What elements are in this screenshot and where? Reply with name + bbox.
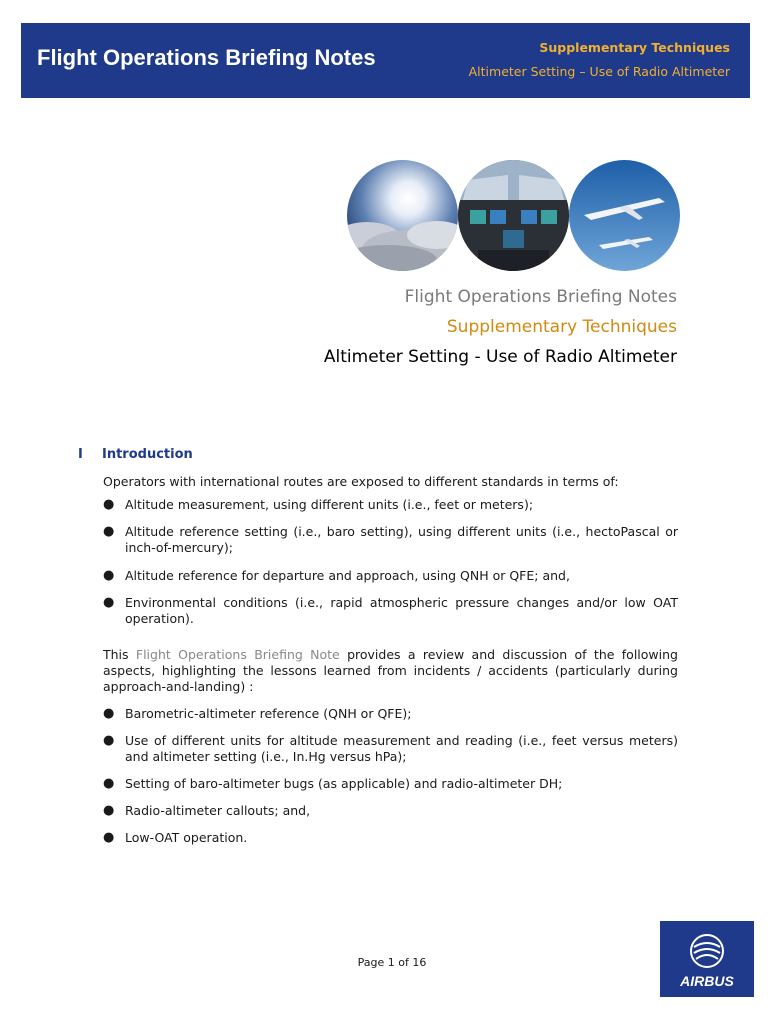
bullet-icon: ● <box>103 733 115 748</box>
airbus-logo <box>660 921 754 997</box>
intro-paragraph: Operators with international routes are exposed to different standards in terms of: <box>103 474 619 489</box>
bullet-icon: ● <box>103 706 115 721</box>
cockpit-photo <box>458 160 569 271</box>
header-banner <box>21 23 750 98</box>
bullet-icon: ● <box>103 524 115 539</box>
list-item-text: Altitude measurement, using different units (i.e., feet or meters); <box>125 497 534 512</box>
overview-paragraph <box>103 647 678 695</box>
list-item-text: Altitude reference setting (i.e., baro setting), using different units (i.e., hectoPascal or inch-of-mercury); <box>125 524 678 555</box>
page-number: Page 1 of 16 <box>357 956 427 969</box>
fobn-highlight: Flight Operations Briefing Note <box>135 647 340 662</box>
bullet-icon: ● <box>103 830 115 845</box>
cover-photos <box>347 160 681 272</box>
list-item-text: Environmental conditions (i.e., rapid atmospheric pressure changes and/or low OAT operation). <box>125 595 678 626</box>
logo-wordmark: AIRBUS <box>680 973 734 989</box>
bullet-icon: ● <box>103 595 115 610</box>
bullet-icon: ● <box>103 803 115 818</box>
cover-title-series: Flight Operations Briefing Notes <box>404 287 677 307</box>
sky-clouds-photo <box>347 160 458 271</box>
list-item-text: Radio-altimeter callouts; and, <box>125 803 311 818</box>
list-item-text: Setting of baro-altimeter bugs (as applicable) and radio-altimeter DH; <box>125 776 563 791</box>
list-item-text: Barometric-altimeter reference (QNH or QFE); <box>125 706 412 721</box>
header-subject: Altimeter Setting – Use of Radio Altimeter <box>468 64 730 79</box>
header-title: Flight Operations Briefing Notes <box>37 45 376 70</box>
bullet-icon: ● <box>103 776 115 791</box>
airbus-swirl-icon <box>660 921 754 973</box>
bullet-icon: ● <box>103 568 115 583</box>
list-item-text: Use of different units for altitude measurement and reading (i.e., feet versus meters) and altimeter setting (i.e., In.Hg versus hPa); <box>125 733 678 764</box>
aircraft-photo <box>569 160 680 271</box>
header-category: Supplementary Techniques <box>539 40 730 55</box>
paragraph-text-end: provides a review and discussion of the following aspects, highlighting the lessons learned from incidents / accidents (particularly during approach-and-landing) : <box>103 647 678 694</box>
bullet-icon: ● <box>103 497 115 512</box>
cover-title-category: Supplementary Techniques <box>446 317 677 337</box>
section-title: Introduction <box>102 447 193 462</box>
cover-title-subject: Altimeter Setting - Use of Radio Altimeter <box>323 347 677 367</box>
list-item-text: Altitude reference for departure and approach, using QNH or QFE; and, <box>125 568 570 583</box>
paragraph-text-start: This <box>103 647 136 662</box>
section-number: I <box>78 447 83 462</box>
list-item-text: Low-OAT operation. <box>125 830 248 845</box>
